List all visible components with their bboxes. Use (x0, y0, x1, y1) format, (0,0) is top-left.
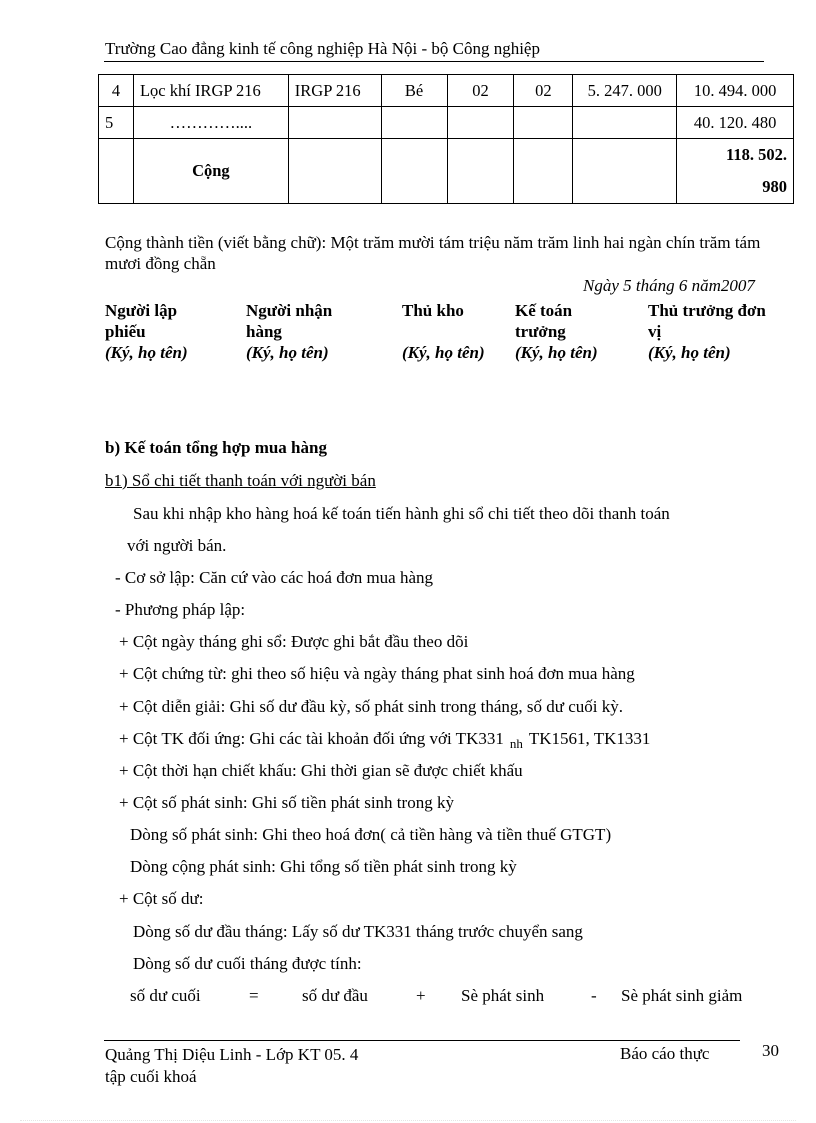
formula-term: số dư đầu (302, 986, 368, 1005)
cell-stt: 5 (99, 107, 134, 139)
formula-operator: - (591, 986, 597, 1005)
body-line: + Cột thời hạn chiết khấu: Ghi thời gian sẽ được chiết khấu (119, 761, 523, 780)
body-line: Dòng số dư đầu tháng: Lấy số dư TK331 tháng trước chuyển sang (133, 922, 583, 941)
body-line: + Cột chứng từ: ghi theo số hiệu và ngày tháng phat sinh hoá đơn mua hàng (119, 664, 635, 683)
footer-author-line1: Quảng Thị Diệu Linh - Lớp KT 05. 4 (105, 1045, 359, 1064)
section-subheading: b1) Sổ chi tiết thanh toán với người bán (105, 471, 376, 490)
cell-empty (381, 139, 447, 204)
footer-report: Báo cáo thực (620, 1044, 710, 1063)
total-value-line2: 980 (762, 177, 787, 196)
cell-price: 5. 247. 000 (573, 75, 677, 107)
cell-empty (514, 139, 573, 204)
footer-author-line2: tập cuối khoá (105, 1067, 197, 1086)
cell-name: ………….... (133, 107, 288, 139)
page-number: 30 (762, 1041, 779, 1060)
cell-name: Lọc khí IRGP 216 (133, 75, 288, 107)
date-line: Ngày 5 tháng 6 năm2007 (583, 276, 755, 295)
formula-term: Sè phát sinh giảm (621, 986, 743, 1005)
tk-line-part1: + Cột TK đối ứng: Ghi các tài khoản đối ứng với TK331 (119, 729, 504, 748)
cell-empty (447, 139, 514, 204)
signature-block (515, 300, 598, 363)
tk-line-part2: TK1561, TK1331 (528, 729, 651, 748)
body-line: - Cơ sở lập: Căn cứ vào các hoá đơn mua hàng (115, 568, 434, 587)
cell-amount: 40. 120. 480 (677, 107, 794, 139)
total-label: Cộng (133, 139, 288, 204)
cell-qty-doc: 02 (447, 75, 514, 107)
body-line: + Cột số dư: (119, 889, 204, 908)
tk-line-sub: nh (509, 736, 523, 751)
table-row (99, 75, 794, 107)
page-header-title: Trường Cao đẳng kinh tế công nghiệp Hà Nội - bộ Công nghiệp (105, 39, 540, 58)
signature-note: (Ký, họ tên) (105, 343, 188, 362)
signature-title: hàng (246, 322, 282, 341)
body-line: Dòng số phát sinh: Ghi theo hoá đơn( cả tiền hàng và tiền thuế GTGT) (130, 825, 612, 844)
cell-price (573, 107, 677, 139)
cell-code (288, 107, 381, 139)
sum-in-words: Cộng thành tiền (viết bằng chữ): Một trăm mười tám triệu năm trăm linh hai ngàn chín trăm tám mươi đồng chẵn (105, 233, 761, 273)
cell-empty (288, 139, 381, 204)
formula-operator: = (249, 986, 259, 1005)
signature-note: (Ký, họ tên) (246, 343, 329, 362)
signature-title: Kế toán (515, 301, 573, 320)
total-value (677, 139, 794, 204)
formula-term: số dư cuối (130, 986, 201, 1005)
signature-title: Người lập (105, 301, 178, 320)
cell-amount: 10. 494. 000 (677, 75, 794, 107)
signature-block (402, 300, 485, 363)
signature-note: (Ký, họ tên) (402, 343, 485, 362)
body-line (119, 729, 650, 749)
header-divider (104, 61, 764, 62)
cell-qty-real: 02 (514, 75, 573, 107)
cell-code: IRGP 216 (288, 75, 381, 107)
signature-title: trưởng (515, 322, 566, 341)
signature-title: Người nhận (246, 301, 333, 320)
cell-empty (99, 139, 134, 204)
signature-block (105, 300, 188, 363)
signature-title: phiếu (105, 322, 146, 341)
body-line: - Phương pháp lập: (115, 600, 246, 619)
cell-unit (381, 107, 447, 139)
body-line: Dòng số dư cuối tháng được tính: (133, 954, 362, 973)
total-value-line1: 118. 502. (726, 145, 787, 164)
body-line: với người bán. (127, 536, 227, 555)
signature-title: vị (648, 322, 662, 341)
signature-block (648, 300, 766, 363)
section-heading: b) Kế toán tổng hợp mua hàng (105, 438, 327, 457)
cell-unit: Bé (381, 75, 447, 107)
body-line: + Cột diễn giải: Ghi số dư đầu kỳ, số phát sinh trong tháng, số dư cuối kỳ. (119, 697, 623, 716)
signature-title (402, 321, 485, 342)
cell-empty (573, 139, 677, 204)
body-line: Dòng cộng phát sinh: Ghi tổng số tiền phát sinh trong kỳ (130, 857, 517, 876)
formula-operator: + (416, 986, 426, 1005)
bottom-dotted-border (20, 1120, 796, 1121)
cell-qty-doc (447, 107, 514, 139)
footer-author (105, 1044, 358, 1088)
signature-note: (Ký, họ tên) (515, 343, 598, 362)
signature-block (246, 300, 332, 363)
cell-qty-real (514, 107, 573, 139)
table-row (99, 107, 794, 139)
formula-term: Sè phát sinh (461, 986, 545, 1005)
signature-title: Thủ kho (402, 301, 464, 320)
signature-title: Thủ trưởng đơn (648, 301, 766, 320)
goods-table (98, 74, 794, 204)
body-line: + Cột ngày tháng ghi sổ: Được ghi bắt đầu theo dõi (119, 632, 469, 651)
signature-note: (Ký, họ tên) (648, 343, 731, 362)
body-line: + Cột số phát sinh: Ghi số tiền phát sinh trong kỳ (119, 793, 454, 812)
cell-stt: 4 (99, 75, 134, 107)
body-line: Sau khi nhập kho hàng hoá kế toán tiến hành ghi sổ chi tiết theo dõi thanh toán (133, 504, 670, 523)
footer-divider (104, 1040, 740, 1041)
table-total-row (99, 139, 794, 204)
